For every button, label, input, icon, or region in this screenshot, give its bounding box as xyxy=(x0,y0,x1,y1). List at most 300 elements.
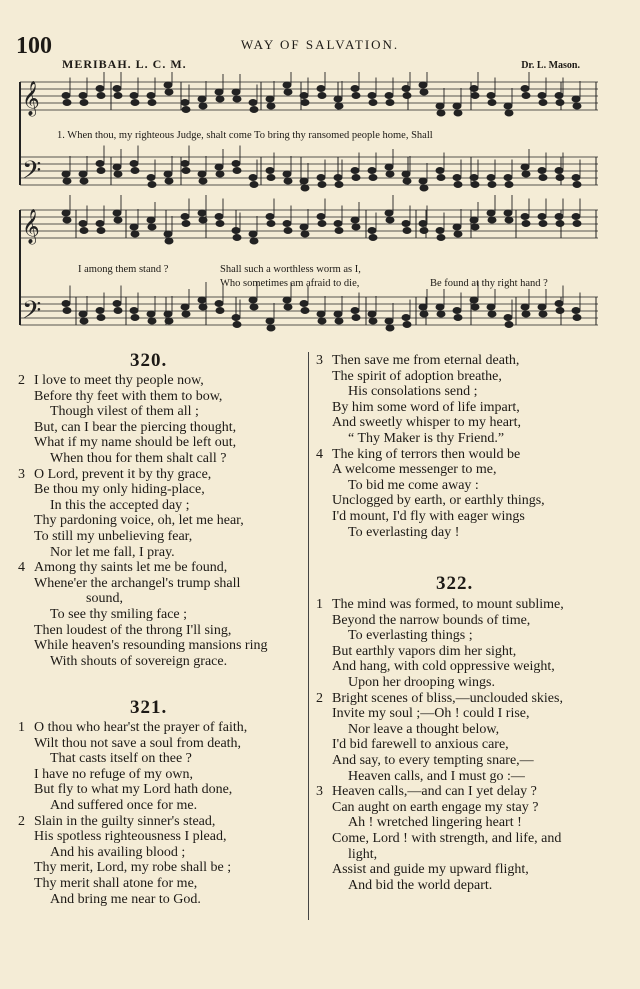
note-head xyxy=(556,221,564,227)
note-head xyxy=(454,110,462,116)
note-head xyxy=(63,178,71,184)
music-score xyxy=(16,72,606,344)
note-head xyxy=(419,221,427,227)
note-head xyxy=(199,217,207,223)
note-head xyxy=(79,311,87,317)
running-header: WAY OF SALVATION. xyxy=(240,37,400,52)
note-head xyxy=(437,235,445,241)
verse-line-text: I'd mount, I'd fly with eager wings xyxy=(332,508,525,524)
note-head xyxy=(79,171,87,177)
verse-line xyxy=(316,815,626,831)
note-head xyxy=(317,175,325,181)
note-head xyxy=(284,228,292,234)
note-head xyxy=(437,175,445,181)
verse-line xyxy=(18,876,308,892)
note-head xyxy=(96,221,104,227)
note-head xyxy=(385,210,393,216)
note-head xyxy=(470,175,478,181)
verse-line-text: To everlasting day ! xyxy=(348,524,460,540)
note-head xyxy=(487,210,495,216)
note-head xyxy=(573,182,581,188)
verse-line-text: His consolations send ; xyxy=(348,384,478,400)
note-head xyxy=(284,89,292,95)
verse-line-text: Bright scenes of bliss,—unclouded skies, xyxy=(332,690,563,706)
note-head xyxy=(267,221,275,227)
note-head xyxy=(505,217,513,223)
verse-line xyxy=(316,847,626,863)
verse-line-text: Then save me from eternal death, xyxy=(332,353,520,368)
note-head xyxy=(369,100,377,106)
verse-number: 2 xyxy=(18,373,25,388)
note-head xyxy=(233,235,241,241)
verse-line-text: And bid the world depart. xyxy=(348,877,493,893)
note-head xyxy=(454,182,462,188)
note-head xyxy=(488,182,496,188)
note-head xyxy=(267,325,275,331)
verse-line xyxy=(18,736,308,752)
hymn-number-322: 322. xyxy=(436,573,474,594)
note-head xyxy=(351,86,359,92)
verse-line-text: O Lord, prevent it by thy grace, xyxy=(34,466,212,482)
verse-number: 3 xyxy=(18,466,25,482)
verse-line xyxy=(316,706,626,722)
note-head xyxy=(232,161,240,167)
note-head xyxy=(266,96,274,102)
note-head xyxy=(334,96,342,102)
verse-line-text: When thou for them shalt call ? xyxy=(50,450,227,466)
note-head xyxy=(131,168,139,174)
verse-line xyxy=(316,628,626,644)
verse-line-text: Upon her drooping wings. xyxy=(348,674,495,690)
note-head xyxy=(233,322,241,328)
verse-line xyxy=(18,591,308,607)
note-head xyxy=(283,82,291,88)
note-head xyxy=(215,164,223,170)
note-head xyxy=(199,304,207,310)
verse-line-text: In this the accepted day ; xyxy=(50,497,190,513)
note-head xyxy=(165,238,173,244)
note-head xyxy=(386,100,394,106)
note-head xyxy=(504,175,512,181)
note-head xyxy=(369,175,377,181)
verse-line-text: Beyond the narrow bounds of time, xyxy=(332,612,531,628)
verse-line-text: Ah ! wretched lingering heart ! xyxy=(348,815,522,831)
verse-line-text: light, xyxy=(348,846,378,862)
note-head xyxy=(216,308,224,314)
note-head xyxy=(334,175,342,181)
note-head xyxy=(352,224,360,230)
verse-line xyxy=(18,623,308,639)
verse-number: 4 xyxy=(18,560,25,576)
lyric-line-1: 1. When thou, my righteous Judge, shalt come To bring thy ransomed people home, Shall xyxy=(57,130,433,141)
note-head xyxy=(572,175,580,181)
verse-line-text: Be thou my only hiding-place, xyxy=(34,482,205,498)
verse-line xyxy=(18,529,308,545)
verse-line-text: But, can I bear the piercing thought, xyxy=(34,419,237,435)
note-head xyxy=(198,171,206,177)
note-head xyxy=(318,221,326,227)
verse-line-text: By him some word of life impart, xyxy=(332,399,520,415)
verse-line xyxy=(18,654,308,670)
note-head xyxy=(386,325,394,331)
note-head xyxy=(317,214,325,220)
note-head xyxy=(385,318,393,324)
note-head xyxy=(368,168,376,174)
verse-line xyxy=(18,545,308,561)
note-head xyxy=(522,93,530,99)
note-head xyxy=(114,217,122,223)
note-head xyxy=(487,175,495,181)
note-head xyxy=(148,318,156,324)
note-head xyxy=(181,161,189,167)
note-head xyxy=(284,178,292,184)
note-head xyxy=(164,171,172,177)
note-head xyxy=(538,214,546,220)
note-head xyxy=(199,103,207,109)
note-head xyxy=(80,100,88,106)
verse-line-text: The spirit of adoption breathe, xyxy=(332,368,502,384)
note-head xyxy=(198,210,206,216)
note-head xyxy=(471,304,479,310)
note-head xyxy=(317,86,325,92)
note-head xyxy=(249,231,257,237)
note-head xyxy=(402,171,410,177)
note-head xyxy=(538,304,546,310)
note-head xyxy=(572,214,580,220)
note-head xyxy=(437,311,445,317)
verse-line xyxy=(316,384,626,400)
verse-line-text: And hang, with cold oppressive weight, xyxy=(332,659,555,675)
verse-line xyxy=(18,373,308,389)
tune-name: MERIBAH. L. C. M. xyxy=(62,57,187,71)
note-head xyxy=(555,214,563,220)
note-head xyxy=(318,182,326,188)
verse-line-text: And his availing blood ; xyxy=(50,844,186,860)
verse-line-text: Unclogged by earth, or earthly things, xyxy=(332,493,545,509)
verse-line xyxy=(316,447,626,463)
note-head xyxy=(453,308,461,314)
verse-line xyxy=(18,638,308,654)
verse-line xyxy=(316,737,626,753)
note-head xyxy=(386,217,394,223)
note-head xyxy=(488,311,496,317)
note-head xyxy=(131,231,139,237)
note-head xyxy=(63,308,71,314)
note-head xyxy=(216,96,224,102)
note-head xyxy=(113,164,121,170)
verse-line-text: Assist and guide my upward flight, xyxy=(332,862,529,878)
note-head xyxy=(539,175,547,181)
note-head xyxy=(368,228,376,234)
note-head xyxy=(131,100,139,106)
hymn-321-text-right xyxy=(316,353,626,540)
note-head xyxy=(556,308,564,314)
verse-number: 4 xyxy=(316,446,323,462)
note-head xyxy=(488,217,496,223)
note-head xyxy=(420,311,428,317)
verse-line-text: Whene'er the archangel's trump shall xyxy=(34,575,241,591)
note-head xyxy=(300,93,308,99)
note-head xyxy=(62,171,70,177)
note-head xyxy=(335,103,343,109)
note-head xyxy=(522,311,530,317)
verse-line-text: Before thy feet with them to bow, xyxy=(34,388,223,404)
hymn-322-text xyxy=(316,597,626,893)
lyric-line-2b2: Who sometimes am afraid to die, xyxy=(220,278,360,289)
hymn-number-321: 321. xyxy=(130,697,168,718)
note-head xyxy=(165,178,173,184)
note-head xyxy=(504,315,512,321)
verse-line xyxy=(316,722,626,738)
note-head xyxy=(130,161,138,167)
verse-line xyxy=(18,845,308,861)
note-head xyxy=(97,93,105,99)
note-head xyxy=(487,304,495,310)
verse-line xyxy=(18,892,308,908)
verse-line xyxy=(316,878,626,894)
note-head xyxy=(267,175,275,181)
verse-line xyxy=(316,400,626,416)
verse-line xyxy=(316,597,626,613)
note-head xyxy=(181,100,189,106)
note-head xyxy=(301,231,309,237)
note-head xyxy=(335,318,343,324)
note-head xyxy=(572,96,580,102)
verse-line-text: I'd bid farewell to anxious care, xyxy=(332,737,509,753)
verse-line-text: Thy merit, Lord, my robe shall be ; xyxy=(34,860,232,876)
verse-line xyxy=(316,862,626,878)
note-head xyxy=(352,315,360,321)
verse-line-text: “ Thy Maker is thy Friend.” xyxy=(348,430,505,446)
note-head xyxy=(301,100,309,106)
note-head xyxy=(249,297,257,303)
note-head xyxy=(283,221,291,227)
verse-line-text: Thy pardoning voice, oh, let me hear, xyxy=(34,513,244,529)
note-head xyxy=(420,89,428,95)
note-head xyxy=(63,100,71,106)
note-head xyxy=(334,221,342,227)
note-head xyxy=(80,228,88,234)
note-head xyxy=(573,221,581,227)
note-head xyxy=(539,311,547,317)
note-head xyxy=(250,182,258,188)
note-head xyxy=(521,214,529,220)
verse-line xyxy=(18,404,308,420)
note-head xyxy=(266,318,274,324)
note-head xyxy=(521,304,529,310)
note-head xyxy=(266,214,274,220)
note-head xyxy=(148,224,156,230)
verse-line-text: Then loudest of the throng I'll sing, xyxy=(34,622,232,638)
note-head xyxy=(300,224,308,230)
note-head xyxy=(505,322,513,328)
note-head xyxy=(148,182,156,188)
note-head xyxy=(471,182,479,188)
note-head xyxy=(318,318,326,324)
note-head xyxy=(96,308,104,314)
note-head xyxy=(283,297,291,303)
verse-line xyxy=(316,493,626,509)
note-head xyxy=(488,100,496,106)
note-head xyxy=(233,96,241,102)
verse-line-text: Come, Lord ! with strength, and life, and xyxy=(332,830,562,846)
note-head xyxy=(419,304,427,310)
note-head xyxy=(420,228,428,234)
note-head xyxy=(351,217,359,223)
verse-line xyxy=(18,860,308,876)
note-head xyxy=(351,168,359,174)
note-head xyxy=(369,318,377,324)
note-head xyxy=(182,107,190,113)
note-head xyxy=(403,93,411,99)
note-head xyxy=(573,315,581,321)
note-head xyxy=(539,221,547,227)
note-head xyxy=(335,182,343,188)
verse-line xyxy=(18,576,308,592)
verse-line xyxy=(18,782,308,798)
page-number: 100 xyxy=(16,33,52,59)
verse-line-text: Nor leave a thought below, xyxy=(348,721,500,737)
note-head xyxy=(505,110,513,116)
note-head xyxy=(216,221,224,227)
note-head xyxy=(165,89,173,95)
hymn-number-320: 320. xyxy=(130,350,168,371)
verse-number: 1 xyxy=(316,597,323,612)
note-head xyxy=(369,235,377,241)
verse-line xyxy=(18,829,308,845)
note-head xyxy=(403,178,411,184)
verse-line-text: Thy merit shall atone for me, xyxy=(34,875,198,891)
note-head xyxy=(131,315,139,321)
verse-number: 3 xyxy=(316,353,323,368)
note-head xyxy=(62,301,70,307)
verse-line-text: To bid me come away : xyxy=(348,477,479,493)
note-head xyxy=(522,171,530,177)
note-head xyxy=(334,311,342,317)
verse-line xyxy=(316,644,626,660)
note-head xyxy=(454,315,462,321)
verse-line xyxy=(18,451,308,467)
verse-line-text: And sweetly whisper to my heart, xyxy=(332,415,521,431)
verse-line-text: Can aught on earth engage my stay ? xyxy=(332,799,539,815)
note-head xyxy=(233,168,241,174)
note-head xyxy=(402,221,410,227)
note-head xyxy=(113,86,121,92)
note-head xyxy=(216,171,224,177)
verse-line xyxy=(316,800,626,816)
verse-line xyxy=(18,513,308,529)
verse-line-text: Slain in the guilty sinner's stead, xyxy=(34,813,216,829)
verse-line xyxy=(18,482,308,498)
note-head xyxy=(266,168,274,174)
lyric-line-2a: I among them stand ? xyxy=(78,264,169,275)
note-head xyxy=(250,107,258,113)
verse-line xyxy=(18,467,308,483)
note-head xyxy=(419,82,427,88)
note-head xyxy=(114,308,122,314)
verse-line-text: To see thy smiling face ; xyxy=(50,606,188,622)
note-head xyxy=(505,182,513,188)
note-head xyxy=(437,110,445,116)
verse-line xyxy=(18,560,308,576)
note-head xyxy=(335,228,343,234)
verse-line xyxy=(18,420,308,436)
note-head xyxy=(385,93,393,99)
note-head xyxy=(385,164,393,170)
note-head xyxy=(182,221,190,227)
note-head xyxy=(250,238,258,244)
verse-line-text: And suffered once for me. xyxy=(50,797,198,813)
note-head xyxy=(114,171,122,177)
hymn-320-text xyxy=(18,373,308,669)
note-head xyxy=(402,86,410,92)
lyric-line-2b1: Shall such a worthless worm as I, xyxy=(220,264,361,275)
note-head xyxy=(249,175,257,181)
note-head xyxy=(232,89,240,95)
lyric-line-2c: Be found at thy right hand ? xyxy=(430,278,548,289)
note-head xyxy=(504,103,512,109)
note-head xyxy=(556,175,564,181)
note-head xyxy=(97,315,105,321)
note-head xyxy=(80,318,88,324)
note-head xyxy=(436,168,444,174)
note-head xyxy=(555,301,563,307)
verse-line xyxy=(316,369,626,385)
verse-line-text: What if my name should be left out, xyxy=(34,435,237,451)
verse-line-text: The mind was formed, to mount sublime, xyxy=(332,597,564,612)
verse-line-text: sound, xyxy=(86,591,123,607)
note-head xyxy=(471,224,479,230)
note-head xyxy=(198,96,206,102)
verse-line xyxy=(316,753,626,769)
note-head xyxy=(521,164,529,170)
note-head xyxy=(436,103,444,109)
verse-line xyxy=(316,415,626,431)
verse-line xyxy=(316,525,626,541)
verse-line xyxy=(18,720,308,736)
note-head xyxy=(164,82,172,88)
verse-line-text: While heaven's resounding mansions ring xyxy=(34,638,268,654)
note-head xyxy=(79,221,87,227)
note-head xyxy=(351,308,359,314)
note-head xyxy=(181,214,189,220)
note-head xyxy=(318,93,326,99)
verse-line xyxy=(18,389,308,405)
note-head xyxy=(130,224,138,230)
verse-line xyxy=(316,784,626,800)
note-head xyxy=(215,214,223,220)
verse-line xyxy=(316,462,626,478)
note-head xyxy=(147,217,155,223)
verse-line xyxy=(18,798,308,814)
note-head xyxy=(352,93,360,99)
note-head xyxy=(232,315,240,321)
note-head xyxy=(300,178,308,184)
note-head xyxy=(181,304,189,310)
note-head xyxy=(538,168,546,174)
note-head xyxy=(199,178,207,184)
note-head xyxy=(436,304,444,310)
note-head xyxy=(436,228,444,234)
treble-clef-icon: 𝄞 xyxy=(22,82,40,115)
note-head xyxy=(521,86,529,92)
note-head xyxy=(504,210,512,216)
note-head xyxy=(556,100,564,106)
note-head xyxy=(250,304,258,310)
note-head xyxy=(403,322,411,328)
note-head xyxy=(284,304,292,310)
verse-line-text: Wilt thou not save a soul from death, xyxy=(34,735,242,751)
